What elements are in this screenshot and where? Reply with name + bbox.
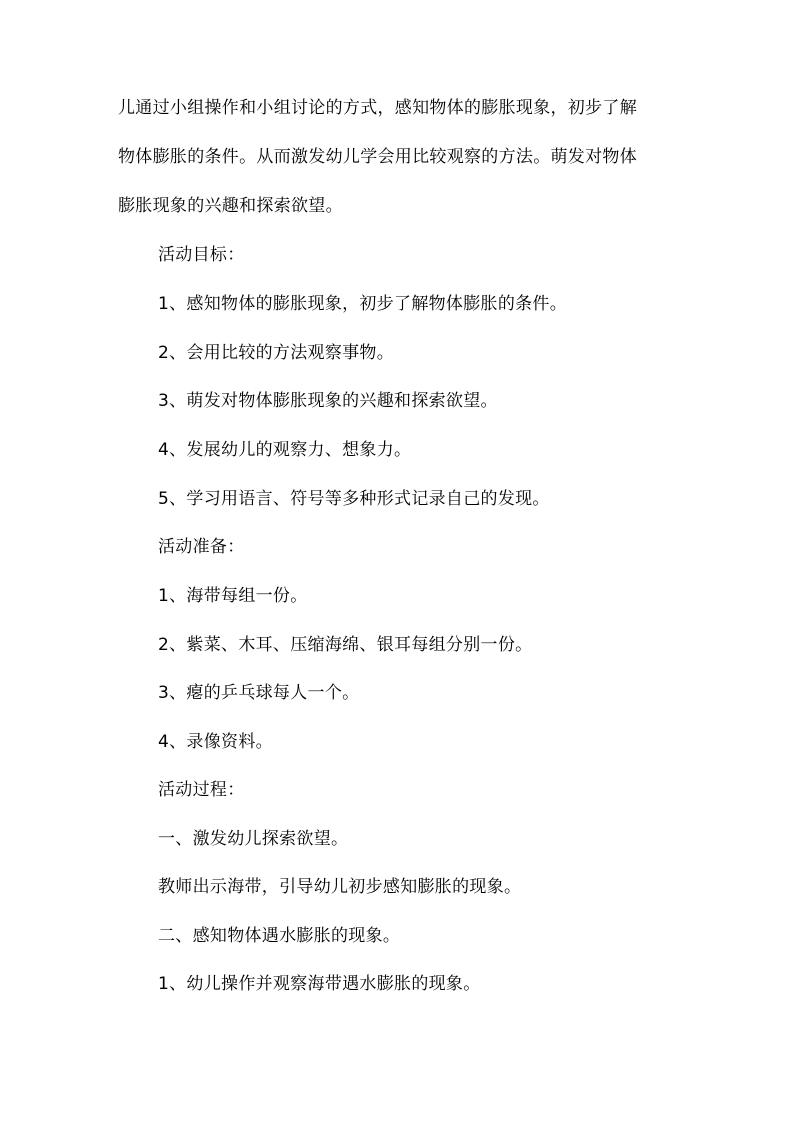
goal-item-1: 1、感知物体的膨胀现象，初步了解物体膨胀的条件。 [158, 294, 568, 314]
goal-item-2: 2、会用比较的方法观察事物。 [158, 343, 395, 363]
prep-heading: 活动准备： [158, 537, 245, 557]
process-item-3: 二、感知物体遇水膨胀的现象。 [158, 926, 401, 946]
process-item-1: 一、激发幼儿探索欲望。 [158, 829, 349, 849]
prep-item-4: 4、录像资料。 [158, 732, 273, 752]
intro-line-1: 儿通过小组操作和小组讨论的方式，感知物体的膨胀现象，初步了解 [118, 98, 637, 118]
process-item-2: 教师出示海带，引导幼儿初步感知膨胀的现象。 [158, 877, 522, 897]
intro-line-2: 物体膨胀的条件。从而激发幼儿学会用比较观察的方法。萌发对物体 [118, 147, 637, 167]
goal-item-3: 3、萌发对物体膨胀现象的兴趣和探索欲望。 [158, 391, 498, 411]
goal-item-5: 5、学习用语言、符号等多种形式记录自己的发现。 [158, 489, 550, 509]
goals-heading: 活动目标： [158, 245, 245, 265]
prep-item-2: 2、紫菜、木耳、压缩海绵、银耳每组分别一份。 [158, 635, 533, 655]
process-heading: 活动过程： [158, 780, 245, 800]
intro-line-3: 膨胀现象的兴趣和探索欲望。 [118, 196, 343, 216]
prep-item-3: 3、瘪的乒乓球每人一个。 [158, 683, 360, 703]
goal-item-4: 4、发展幼儿的观察力、想象力。 [158, 440, 412, 460]
prep-item-1: 1、海带每组一份。 [158, 586, 308, 606]
process-item-4: 1、幼儿操作并观察海带遇水膨胀的现象。 [158, 974, 481, 994]
